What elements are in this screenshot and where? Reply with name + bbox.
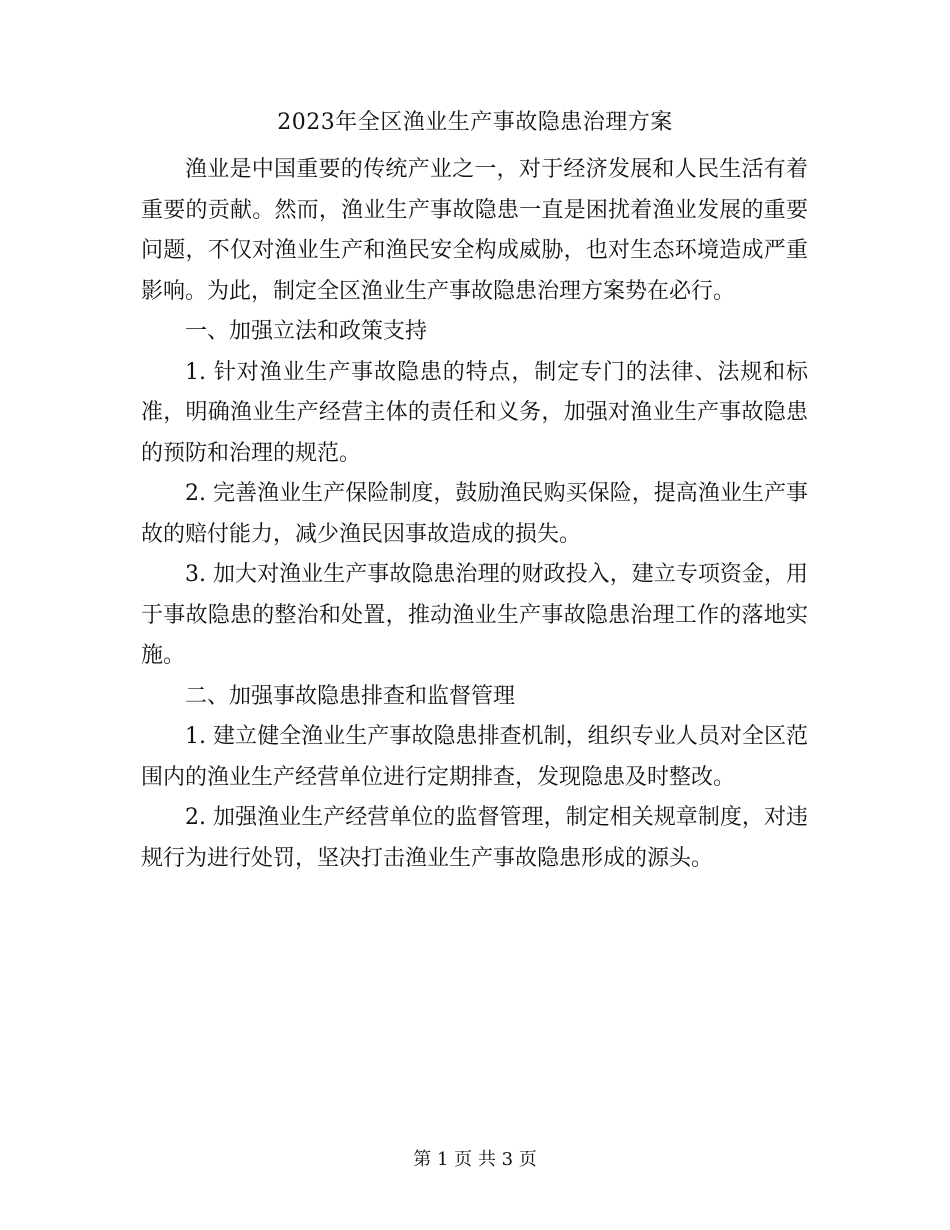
paragraph-2-1: 1. 建立健全渔业生产事故隐患排查机制，组织专业人员对全区范围内的渔业生产经营单位进行定期排查，发现隐患及时整改。	[141, 724, 808, 790]
paragraph-2-2: 2. 加强渔业生产经营单位的监督管理，制定相关规章制度，对违规行为进行处罚，坚决打击渔业生产事故隐患形成的源头。	[141, 805, 808, 871]
paragraph-1-3: 3. 加大对渔业生产事故隐患治理的财政投入，建立专项资金，用于事故隐患的整治和处置，推动渔业生产事故隐患治理工作的落地实施。	[141, 562, 808, 668]
page-number-footer: 第 1 页 共 3 页	[413, 1149, 537, 1170]
paragraph-intro: 渔业是中国重要的传统产业之一，对于经济发展和人民生活有着重要的贡献。然而，渔业生产事故隐患一直是困扰着渔业发展的重要问题，不仅对渔业生产和渔民安全构成威胁，也对生态环境造成严重影响。为此，制定全区渔业生产事故隐患治理方案势在必行。	[141, 157, 808, 304]
document-title: 2023年全区渔业生产事故隐患治理方案	[277, 110, 673, 135]
document-body	[141, 150, 808, 879]
paragraph-1-1: 1. 针对渔业生产事故隐患的特点，制定专门的法律、法规和标准，明确渔业生产经营主体的责任和义务，加强对渔业生产事故隐患的预防和治理的规范。	[141, 359, 808, 466]
paragraph-1-2: 2. 完善渔业生产保险制度，鼓励渔民购买保险，提高渔业生产事故的赔付能力，减少渔民因事故造成的损失。	[141, 481, 808, 547]
section-heading-1: 一、加强立法和政策支持	[185, 319, 428, 344]
section-heading-2: 二、加强事故隐患排查和监督管理	[185, 683, 516, 709]
